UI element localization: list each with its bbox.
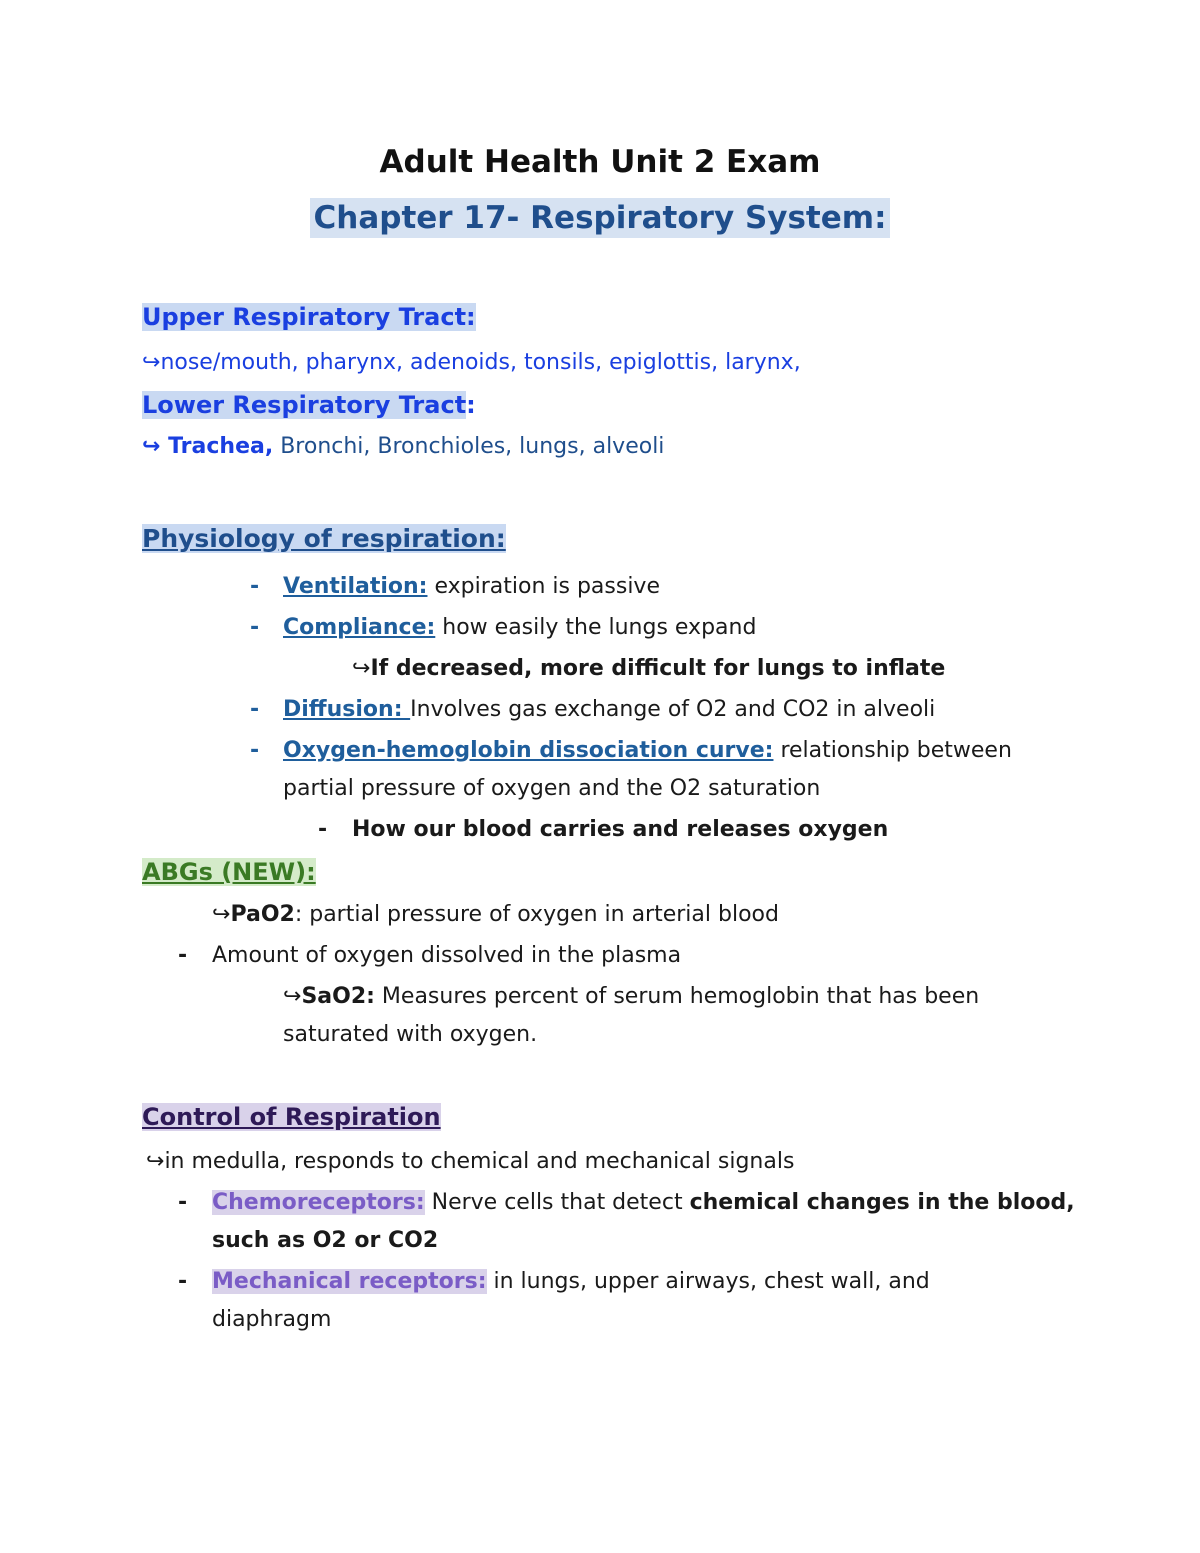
ventilation-item [283,572,660,602]
lower-tract-list [142,432,664,462]
mechanical-text: in lungs, upper airways, chest wall, and [486,1269,930,1294]
arrow-icon: ↪ [142,434,169,459]
physiology-heading: Physiology of respiration: [142,524,506,553]
diffusion-text: Involves gas exchange of O2 and CO2 in alveoli [410,697,936,722]
compliance-subtext: If decreased, more difficult for lungs to inflate [370,656,946,681]
page-title: Adult Health Unit 2 Exam [379,144,821,180]
mechanical-term: Mechanical receptors: [212,1269,487,1294]
chemoreceptors-term: Chemoreceptors: [212,1190,425,1215]
physiology-heading-row [142,524,506,556]
bullet-dash: - [250,615,260,640]
abgs-heading-row [142,857,316,889]
lower-tract-heading-row [142,390,476,422]
ventilation-term: Ventilation: [283,574,428,599]
ohdc-term: Oxygen-hemoglobin dissociation curve: [283,738,774,763]
chapter-heading: Chapter 17- Respiratory System: [310,198,891,238]
sao2-text-continued: saturated with oxygen. [283,1022,538,1047]
arrow-icon: ↪ [212,902,231,927]
control-intro-text: in medulla, responds to chemical and mechanical signals [164,1149,795,1174]
compliance-subitem [352,654,945,684]
bullet-dash: - [178,1269,188,1294]
diffusion-item [283,695,935,725]
lower-tract-colon: : [466,391,476,419]
arrow-icon: ↪ [283,984,302,1009]
sao2-label: SaO2: [301,984,375,1009]
ohdc-subitem: How our blood carries and releases oxygen [352,817,889,842]
chemoreceptors-continued: such as O2 or CO2 [212,1228,439,1253]
control-intro [146,1147,794,1177]
compliance-text: how easily the lungs expand [435,615,757,640]
upper-tract-heading-row [142,302,476,334]
ventilation-text: expiration is passive [427,574,660,599]
chemoreceptors-bold: chemical changes in the blood, [689,1190,1075,1215]
diffusion-term: Diffusion: [283,697,411,722]
control-heading-row [142,1102,441,1134]
sao2-text: Measures percent of serum hemoglobin that has been [374,984,980,1009]
lower-tract-trachea: Trachea, [168,434,274,459]
bullet-dash: - [250,574,260,599]
mechanical-item [212,1267,930,1297]
compliance-term: Compliance: [283,615,436,640]
lower-tract-heading: Lower Respiratory Tract [142,391,467,419]
chapter-heading-row [0,198,1200,238]
upper-tract-heading: Upper Respiratory Tract: [142,303,476,331]
pao2-item [212,900,779,930]
ohdc-text: relationship between [773,738,1012,763]
bullet-dash: - [250,738,260,763]
bullet-dash: - [178,943,188,968]
chemoreceptors-item [212,1188,1075,1218]
bullet-dash: - [178,1190,188,1215]
pao2-text: : partial pressure of oxygen in arterial blood [294,902,779,927]
mechanical-continued: diaphragm [212,1307,332,1332]
upper-tract-text: nose/mouth, pharynx, adenoids, tonsils, epiglottis, larynx, [160,350,801,375]
arrow-icon: ↪ [146,1149,165,1174]
pao2-label: PaO2 [230,902,295,927]
arrow-icon: ↪ [142,350,161,375]
sao2-item [283,982,979,1012]
control-heading: Control of Respiration [142,1103,441,1131]
upper-tract-list [142,348,801,378]
bullet-dash: - [250,697,260,722]
arrow-icon: ↪ [352,656,371,681]
plasma-item: Amount of oxygen dissolved in the plasma [212,943,682,968]
ohdc-item [283,736,1012,766]
chemoreceptors-text: Nerve cells that detect [424,1190,690,1215]
compliance-item [283,613,756,643]
ohdc-text-continued: partial pressure of oxygen and the O2 saturation [283,776,821,801]
abgs-heading: ABGs (NEW): [142,858,316,886]
bullet-dash: - [318,817,328,842]
lower-tract-text: Bronchi, Bronchioles, lungs, alveoli [273,434,665,459]
